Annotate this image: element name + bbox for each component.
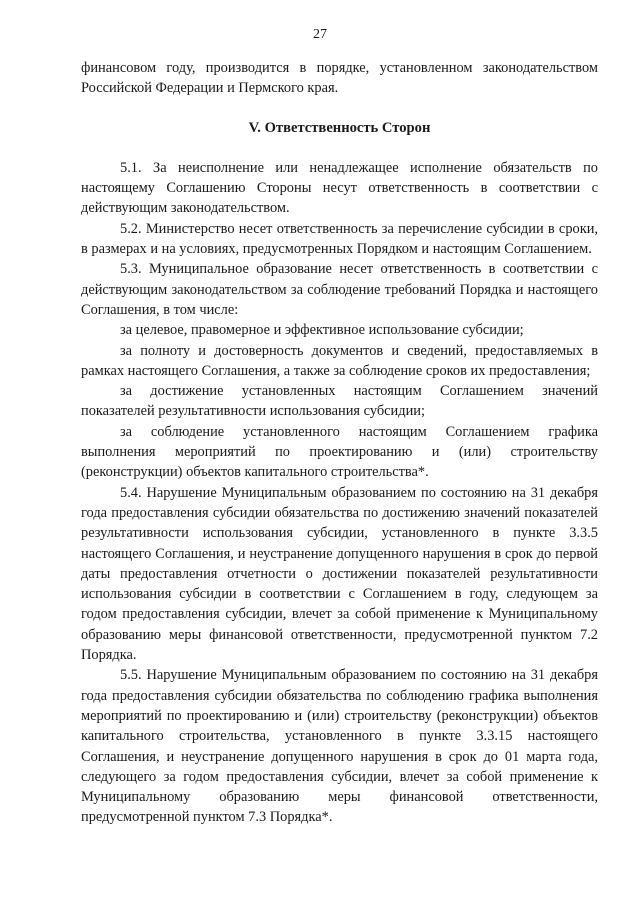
- list-item-schedule: за соблюдение установленного настоящим Соглашением графика выполнения мероприятий по проектированию и (или) строительству (реконструкции) объектов капитального строительства*.: [81, 423, 598, 481]
- paragraph-5-1: 5.1. За неисполнение или ненадлежащее исполнение обязательств по настоящему Соглашению Стороны несут ответственность в соответствии с действующим законодательством.: [81, 159, 598, 217]
- paragraph-5-2: 5.2. Министерство несет ответственность за перечисление субсидии в сроки, в размерах и на условиях, предусмотренных Порядком и настоящим Соглашением.: [81, 220, 598, 258]
- paragraph-5-3: 5.3. Муниципальное образование несет ответственность в соответствии с действующим законодательством за соблюдение требований Порядка и настоящего Соглашения, в том числе:: [81, 261, 598, 318]
- section-heading: V. Ответственность Сторон: [248, 119, 431, 136]
- list-item-target-use: за целевое, правомерное и эффективное использование субсидии;: [120, 322, 524, 339]
- page-number: 27: [313, 27, 327, 42]
- paragraph-5-4: 5.4. Нарушение Муниципальным образованием по состоянию на 31 декабря года предоставления субсидии обязательства по достижению значений показателей результативности использования субсидии, установленного в пункте 3.3.5 настоящего Соглашения, и неустранение допущенного нарушения в срок до первой даты предоставления отчетности о достижении показателей результативности использования субсидии в соответствии с Соглашением в году, следующем за годом предоставления субсидии, влечет за собой применение к Муниципальному образованию меры финансовой ответственности, предусмотренной пунктом 7.2 Порядка.: [81, 484, 598, 664]
- document-body: [81, 58, 598, 828]
- list-item-documents: за полноту и достоверность документов и сведений, предоставляемых в рамках настоящего Соглашения, а также за соблюдение сроков их предоставления;: [81, 342, 598, 379]
- paragraph-5-5: 5.5. Нарушение Муниципальным образованием по состоянию на 31 декабря года предоставления субсидии обязательства по соблюдению графика выполнения мероприятий по проектированию и (или) строительству (реконструкции) объектов капитального строительства, установленного в пункте 3.3.15 настоящего Соглашения, и неустранение допущенного нарушения в срок до 01 марта года, следующего за годом предоставления субсидии, влечет за собой применение к Муниципальному образованию меры финансовой ответственности, предусмотренной пунктом 7.3 Порядка*.: [81, 667, 598, 826]
- intro-paragraph: финансовом году, производится в порядке, установленном законодательством Российской Федерации и Пермского края.: [81, 60, 598, 97]
- list-item-indicators: за достижение установленных настоящим Соглашением значений показателей результативности использования субсидии;: [81, 383, 598, 420]
